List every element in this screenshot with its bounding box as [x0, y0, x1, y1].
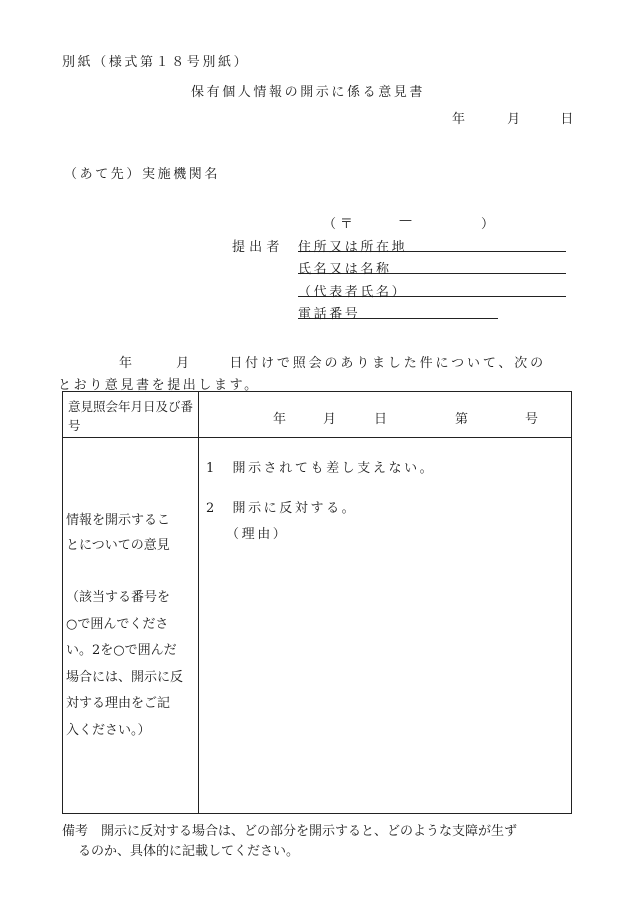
- phone-field-label: 電話番号: [298, 307, 361, 322]
- reference-label: 意見照会年月日及び番号: [68, 399, 194, 433]
- name-field-label: 氏名又は名称: [298, 262, 392, 277]
- address-field-label: 住所又は所在地: [298, 240, 408, 255]
- date-month-label: 月: [507, 112, 521, 127]
- opinion-label-line: とについての意見: [66, 538, 170, 553]
- row-divider: [63, 437, 571, 438]
- opinion-label-line: 情報を開示するこ: [66, 513, 171, 528]
- ref-month: 月: [323, 412, 337, 427]
- intro-month: 月: [176, 356, 190, 371]
- instruction-line: ○で囲んでくださ: [66, 616, 169, 632]
- intro-text: 日付けで照会のありました件について、次の: [229, 356, 546, 371]
- column-divider: [198, 392, 199, 813]
- instruction-line: 入ください。）: [66, 722, 151, 738]
- opinion-label: [66, 508, 196, 558]
- name-field[interactable]: [298, 258, 566, 277]
- address-field[interactable]: [298, 236, 566, 255]
- addressee-label: （あて先）実施機関名: [64, 167, 221, 182]
- ref-number-prefix: 第: [455, 412, 469, 427]
- submitter-label: 提出者: [232, 240, 284, 255]
- ref-year: 年: [273, 412, 287, 427]
- intro-line-2: とおり意見書を提出します。: [58, 378, 260, 393]
- ref-number-suffix: 号: [525, 412, 539, 427]
- instruction-text: [66, 585, 196, 744]
- submission-date: [452, 108, 573, 127]
- instruction-line: 場合には、開示に反: [66, 669, 184, 685]
- remarks-line-1: 備考 開示に反対する場合は、どの部分を開示すると、どのような支障が生ず: [62, 824, 518, 839]
- representative-field[interactable]: [298, 281, 566, 300]
- postal-close: ）: [481, 217, 495, 232]
- postal-dash: —: [399, 213, 412, 228]
- representative-field-label: （代表者氏名）: [298, 285, 408, 300]
- postal-open: （〒: [323, 217, 357, 232]
- instruction-line: （該当する番号を: [66, 590, 171, 605]
- opinion-table: [62, 391, 572, 814]
- ref-day: 日: [374, 412, 388, 427]
- form-number-label: 別紙（様式第１８号別紙）: [62, 55, 250, 70]
- reference-fields[interactable]: [199, 408, 573, 428]
- date-year-label: 年: [452, 112, 466, 127]
- remarks-line-2: るのか、具体的に記載してください。: [78, 844, 300, 859]
- instruction-line: い。2を○で囲んだ: [66, 643, 177, 658]
- document-title: 保有個人情報の開示に係る意見書: [191, 85, 426, 100]
- option-no-objection[interactable]: 1 開示されても差し支えない。: [206, 461, 436, 476]
- phone-field[interactable]: [298, 303, 498, 322]
- reason-label: （理由）: [226, 527, 289, 542]
- intro-year: 年: [119, 356, 133, 371]
- date-day-label: 日: [560, 112, 574, 127]
- instruction-line: 対する理由をご記: [66, 696, 171, 711]
- option-objection[interactable]: 2 開示に反対する。: [206, 501, 358, 516]
- intro-line-1: [119, 352, 546, 371]
